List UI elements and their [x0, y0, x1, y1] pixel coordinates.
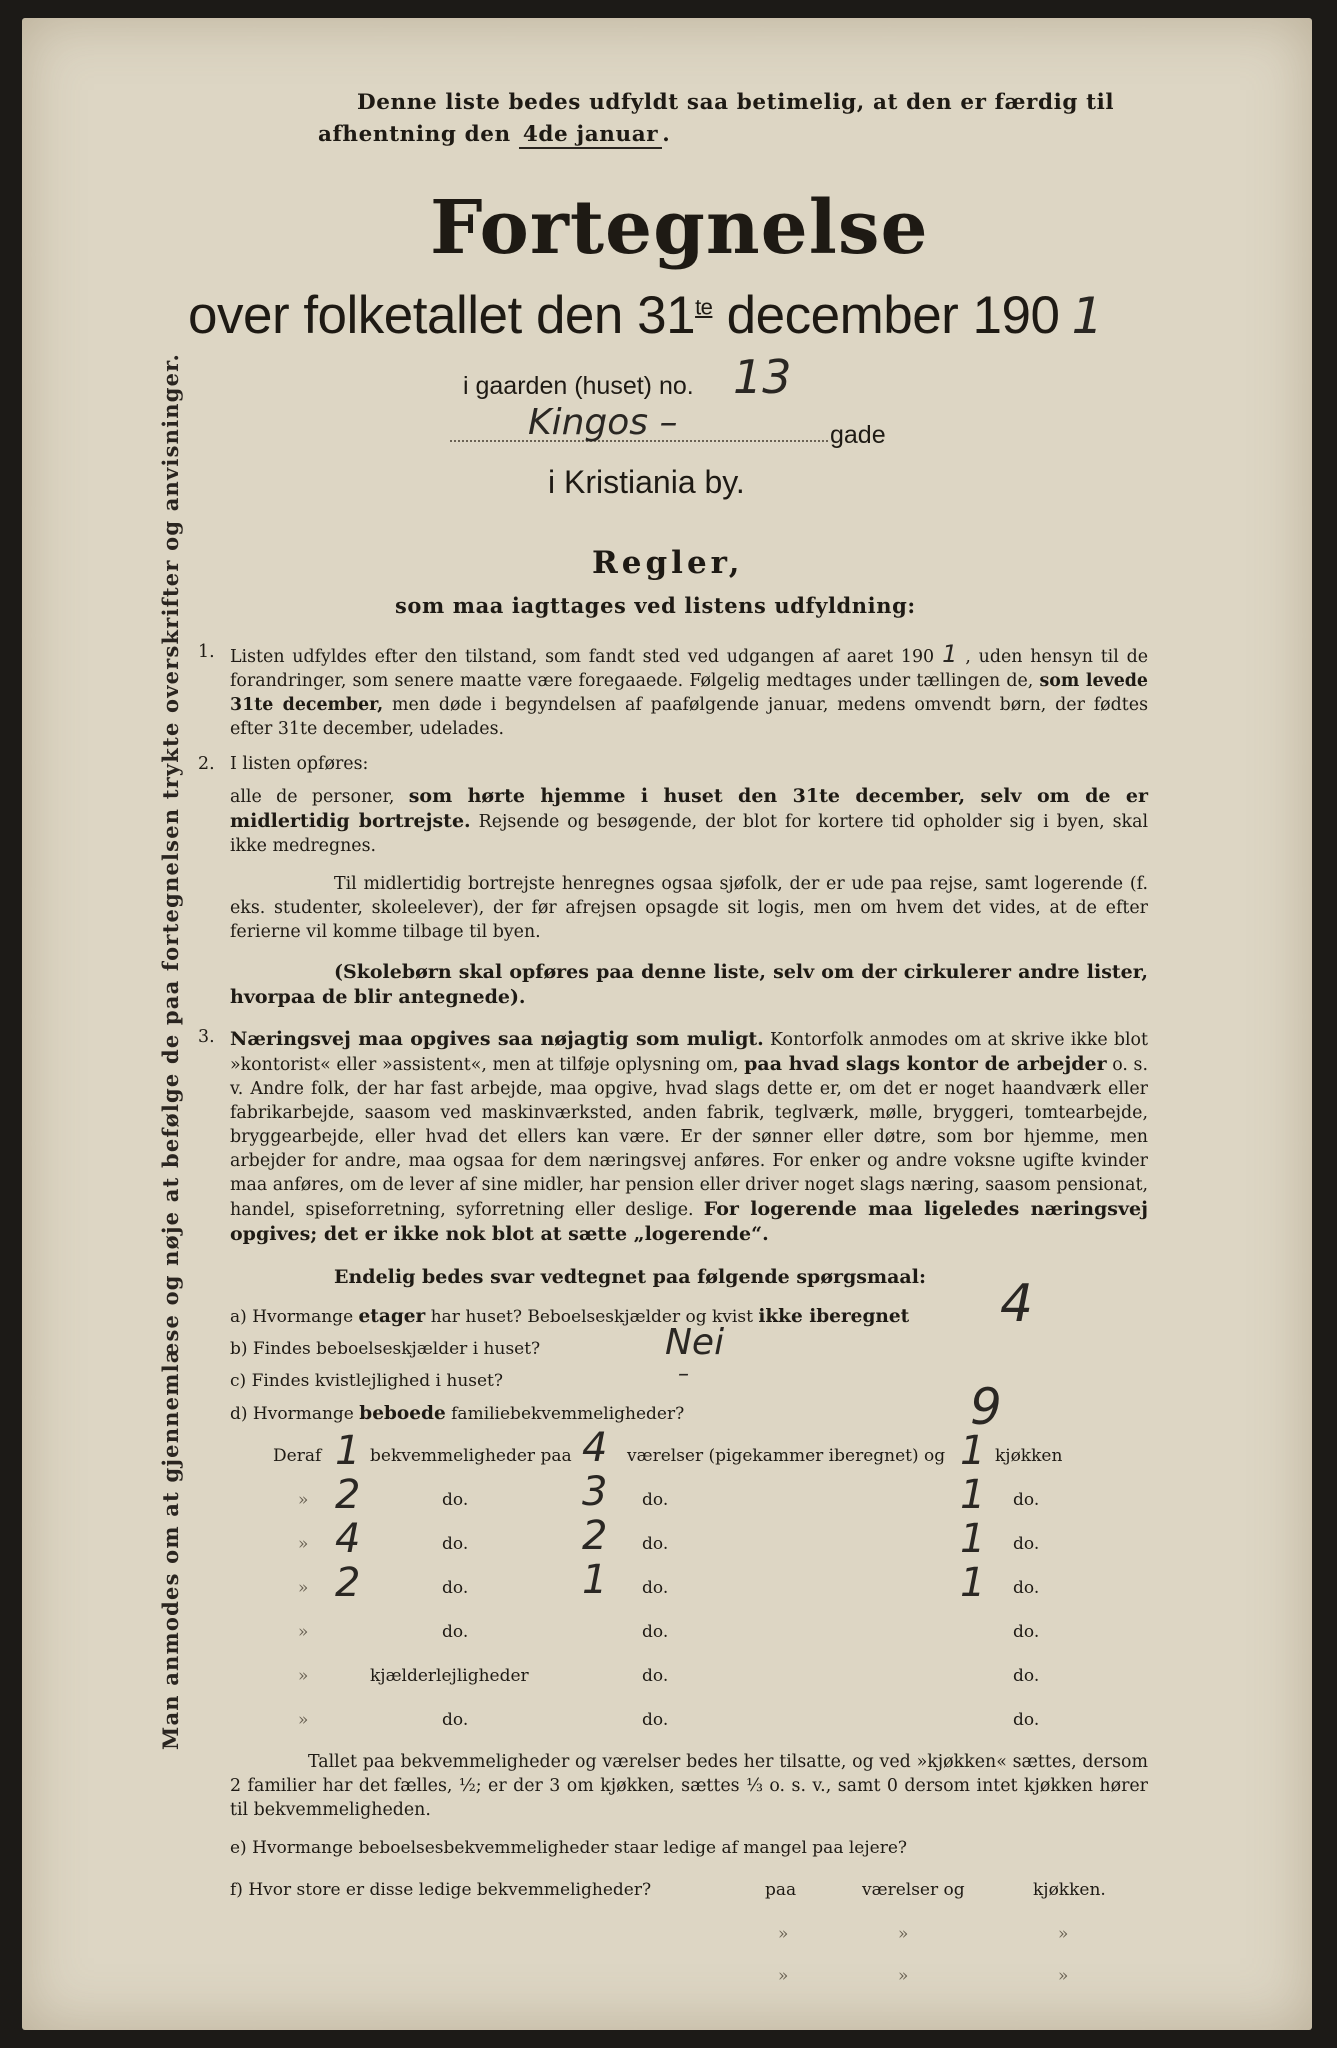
- handwritten-year-digit: 1: [1071, 287, 1103, 345]
- rule1-year-digit: 1: [942, 640, 958, 668]
- question-b: [230, 1339, 540, 1359]
- question-c-text: Findes kvistlejlighed i huset?: [251, 1371, 504, 1391]
- rule2-part-b: Rejsende og besøgende, der blot for kortere tid opholder sig i byen, skal ikke medregnes.: [230, 812, 1149, 856]
- row2-do1: do.: [442, 1490, 469, 1510]
- question-a-text2: har huset? Beboelseskjælder og kvist: [430, 1307, 753, 1327]
- row7-do1: do.: [442, 1710, 469, 1730]
- question-c-label: c): [230, 1371, 247, 1391]
- notice-prefix: afhentning den: [318, 122, 511, 147]
- row4-do2: do.: [642, 1578, 669, 1598]
- deraf-row2-rooms[interactable]: 3: [582, 1469, 608, 1515]
- sidebar-instructions: Man anmodes om at gjennemlæse og nøje at befølge de paa fortegnelsen trykte overskrifter og anvisninger.: [158, 352, 183, 1750]
- question-f-text: Hvor store er disse ledige bekvemmeligheder?: [248, 1880, 652, 1900]
- question-d-bold: beboede: [359, 1403, 446, 1424]
- deraf-row2-kitchen[interactable]: 1: [960, 1472, 986, 1518]
- f-quote-1b: »: [898, 1924, 909, 1944]
- question-a-bold1: etager: [358, 1306, 426, 1327]
- house-number[interactable]: 13: [733, 350, 792, 404]
- rule1-bold: som levede 31te december,: [230, 671, 1148, 715]
- f-paa: paa: [765, 1880, 797, 1900]
- question-c: [230, 1371, 503, 1391]
- street-suffix: gade: [830, 421, 886, 449]
- rule2-bold: som hørte hjemme i huset den 31te december, selv om de er midlertidig bortrejste.: [230, 785, 1149, 832]
- question-e-label: e): [230, 1838, 247, 1858]
- notice-end: .: [662, 122, 671, 147]
- subtitle: [188, 285, 1103, 346]
- row3-do1: do.: [442, 1534, 469, 1554]
- f-quote-1a: »: [778, 1924, 789, 1944]
- deraf-row1-rooms[interactable]: 4: [582, 1425, 608, 1471]
- rule1-part-c: men døde i begyndelsen af paafølgende januar, medens omvendt børn, der fødtes efter 31te december, udelades.: [230, 695, 1148, 739]
- row6-do3: do.: [1013, 1666, 1040, 1686]
- question-f: [230, 1880, 651, 1900]
- street-name[interactable]: Kingos –: [528, 402, 678, 443]
- deraf-row4-rooms[interactable]: 1: [582, 1557, 608, 1603]
- deraf-col-vaer: værelser (pigekammer iberegnet) og: [627, 1446, 946, 1466]
- f-quote-2a: »: [778, 1966, 789, 1986]
- deraf-row3-kitchen[interactable]: 1: [960, 1516, 986, 1562]
- city: i Kristiania by.: [548, 464, 745, 500]
- rules-subheading: som maa iagttages ved listens udfyldning:: [395, 593, 916, 618]
- question-e-text: Hvormange beboelsesbekvemmeligheder staar ledige af mangel paa lejere?: [252, 1838, 907, 1858]
- row3-do3: do.: [1013, 1534, 1040, 1554]
- subtitle-suffix: december 190: [712, 286, 1060, 345]
- tallet-note: Tallet paa bekvemmeligheder og værelser bedes her tilsatte, og ved »kjøkken« sættes, dersom 2 familier har det fælles, ½; er der 3 om kjøkken, sættes ⅓ o. s. v., samt 0 dersom intet kjøkken hører til bekvemmeligheden.: [230, 1752, 1148, 1820]
- rule3-part-a: Kontorfolk anmodes om at skrive ikke blot »kontorist« eller »assistent«, men at tilføje oplysning om,: [230, 1030, 1148, 1075]
- question-d-label: d): [230, 1404, 248, 1424]
- notice-date: 4de januar: [519, 122, 662, 149]
- answer-c-attic[interactable]: –: [678, 1362, 689, 1387]
- row7-quote: »: [298, 1710, 309, 1730]
- deraf-col-bekv: bekvemmeligheder paa: [370, 1446, 572, 1466]
- subtitle-sup: te: [695, 294, 713, 320]
- gaard-label: i gaarden (huset) no.: [463, 372, 694, 400]
- deraf-row4-kitchen[interactable]: 1: [960, 1560, 986, 1606]
- rule2-text: [230, 784, 1148, 858]
- rule3-bold3: For logerende maa ligeledes næringsvej opgives; det er ikke nok blot at sætte „logerende“.: [230, 1198, 1149, 1245]
- rule2-paragraph3: (Skolebørn skal opføres paa denne liste, selv om der cirkulerer andre lister, hvorpaa de blir antegnede).: [230, 961, 1148, 1008]
- rule3-number: 3.: [198, 1027, 215, 1047]
- rule1-part-a: Listen udfyldes efter den tilstand, som fandt sted ved udgangen af aaret 190: [230, 647, 935, 667]
- question-d-text2: familiebekvemmeligheder?: [451, 1404, 685, 1424]
- question-f-label: f): [230, 1880, 243, 1900]
- deraf-col-kjok: kjøkken: [995, 1446, 1063, 1466]
- rule2-part-a: alle de personer,: [230, 787, 395, 807]
- notice-line1: Denne liste bedes udfyldt saa betimelig, at den er færdig til: [357, 90, 1115, 115]
- f-quote-2c: »: [1058, 1966, 1069, 1986]
- page-title: Fortegnelse: [430, 185, 929, 271]
- rule2-number: 2.: [198, 754, 215, 774]
- rule2-intro: I listen opføres:: [230, 754, 369, 774]
- deraf-label: Deraf: [273, 1446, 322, 1466]
- rule1-number: 1.: [198, 642, 215, 662]
- answer-a-floors[interactable]: 4: [1000, 1274, 1034, 1334]
- question-d: [230, 1403, 684, 1424]
- row5-do1: do.: [442, 1622, 469, 1642]
- row5-do3: do.: [1013, 1622, 1040, 1642]
- row2-do2: do.: [642, 1490, 669, 1510]
- row4-do1: do.: [442, 1578, 469, 1598]
- question-d-text1: Hvormange: [252, 1404, 354, 1424]
- row3-quote: »: [298, 1534, 309, 1554]
- row3-do2: do.: [642, 1534, 669, 1554]
- f-quote-1c: »: [1058, 1924, 1069, 1944]
- f-quote-2b: »: [898, 1966, 909, 1986]
- subtitle-prefix: over folketallet den 31: [188, 286, 696, 345]
- rule2-paragraph2: Til midlertidig bortrejste henregnes ogsaa sjøfolk, der er ude paa rejse, samt logerende (f. eks. studenter, skoleelever), der før afrejsen opsagde sit logis, men om hvem det vides, at de efter ferierne vil komme tilbage til byen.: [230, 874, 1148, 942]
- rule1-text: [230, 642, 1148, 741]
- f-vaer: værelser og: [862, 1880, 965, 1900]
- rule1-part-b: , uden hensyn til de forandringer, som senere maatte være foregaaede. Følgelig medtages under tællingen de,: [230, 647, 1148, 691]
- deraf-row2-count[interactable]: 2: [335, 1472, 361, 1518]
- rules-heading: Regler,: [592, 545, 744, 581]
- question-b-text: Findes beboelseskjælder i huset?: [252, 1339, 541, 1359]
- question-a-text1: Hvormange: [252, 1307, 354, 1327]
- row7-do3: do.: [1013, 1710, 1040, 1730]
- row5-quote: »: [298, 1622, 309, 1642]
- question-b-label: b): [230, 1339, 248, 1359]
- deraf-row3-rooms[interactable]: 2: [582, 1513, 608, 1559]
- row2-do3: do.: [1013, 1490, 1040, 1510]
- answer-b-cellar[interactable]: Nei: [665, 1322, 725, 1363]
- deraf-row3-count[interactable]: 4: [335, 1516, 361, 1562]
- rule3-part-b: o. s. v. Andre folk, der har fast arbejde, maa opgive, hvad slags dette er, om det er noget haandværk eller fabrikarbejde, saasom ved maskinværksted, anden fabrik, teglværk, mølle, bryggeri, tomtearbejde, bryggearbejde, eller hvad det ellers kan være. Er der sønner eller døtre, som bor hjemme, men arbejder for andre, maa ogsaa for dem næringsvej anføres. For enker og andre voksne ugifte kvinder maa anføres, om de lever af sine midler, har pension eller driver noget slags næring, saasom pensionat, handel, spiseforretning, syforretning eller deslige.: [230, 1055, 1148, 1220]
- question-a-bold2: ikke iberegnet: [758, 1306, 910, 1327]
- question-a-label: a): [230, 1307, 247, 1327]
- question-a: [230, 1306, 909, 1327]
- rule3-text: [230, 1027, 1148, 1247]
- question-e: [230, 1838, 907, 1858]
- notice-line2: [318, 122, 670, 147]
- deraf-row1-kitchen[interactable]: 1: [960, 1428, 986, 1474]
- row6-quote: »: [298, 1666, 309, 1686]
- deraf-row4-count[interactable]: 2: [335, 1560, 361, 1606]
- f-kjok: kjøkken.: [1033, 1880, 1106, 1900]
- row2-quote: »: [298, 1490, 309, 1510]
- rule3-bold2: paa hvad slags kontor de arbejder: [744, 1053, 1107, 1075]
- row6-kjaelder: kjælderlejligheder: [370, 1666, 529, 1686]
- row4-do3: do.: [1013, 1578, 1040, 1598]
- row4-quote: »: [298, 1578, 309, 1598]
- row7-do2: do.: [642, 1710, 669, 1730]
- questions-intro: Endelig bedes svar vedtegnet paa følgende spørgsmaal:: [334, 1266, 926, 1288]
- deraf-row1-count[interactable]: 1: [335, 1428, 361, 1474]
- row6-do2: do.: [642, 1666, 669, 1686]
- rule3-bold1: Næringsvej maa opgives saa nøjagtig som muligt.: [230, 1028, 764, 1050]
- answer-d-dwellings[interactable]: 9: [970, 1378, 1002, 1436]
- row5-do2: do.: [642, 1622, 669, 1642]
